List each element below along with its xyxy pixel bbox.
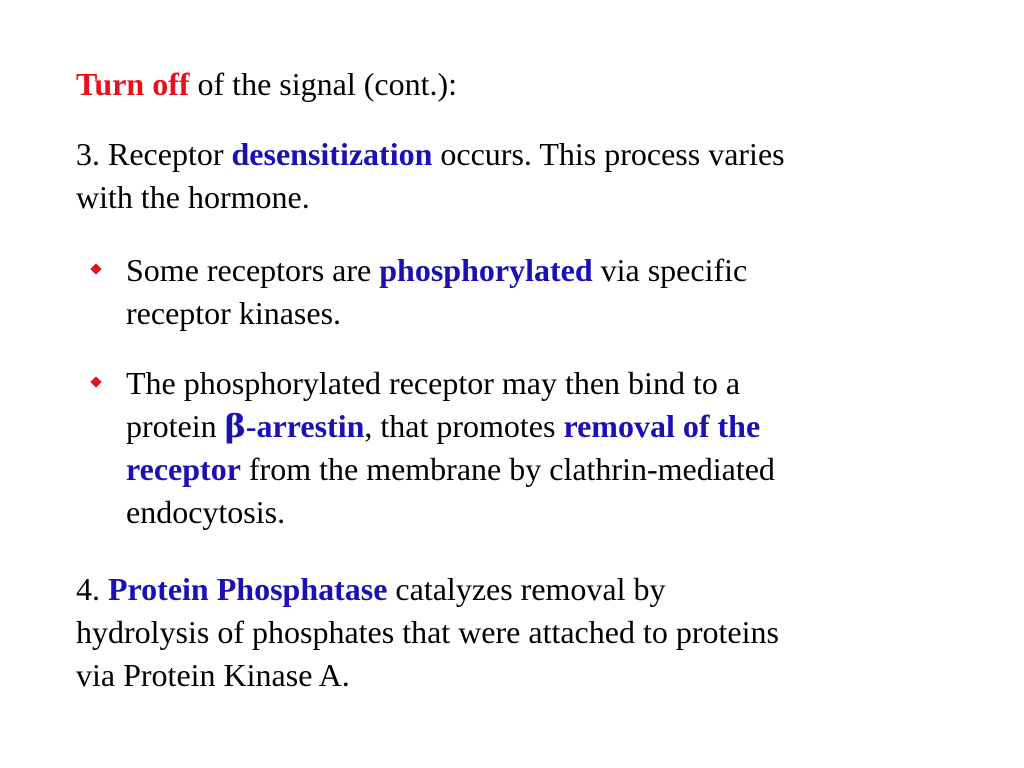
- bullet-2-line-1: The phosphorylated receptor may then bind to a: [126, 365, 741, 401]
- bullet-2-text: [126, 362, 775, 534]
- term-removal-part-2: receptor: [126, 451, 241, 487]
- term-arrestin: -arrestin: [245, 408, 365, 444]
- item-4-prefix: 4.: [76, 571, 108, 607]
- item-3: [76, 133, 976, 219]
- bullet-2-middle: , that promotes: [364, 408, 564, 444]
- item-3-suffix: occurs. This process varies: [432, 136, 785, 172]
- bullet-2-line-3: [126, 448, 775, 491]
- bullet-1-prefix: Some receptors are: [126, 252, 380, 288]
- diamond-bullet-icon: [90, 376, 101, 387]
- item-4-line-1: [76, 568, 976, 611]
- term-desensitization: desensitization: [231, 136, 433, 172]
- item-4-line-3: via Protein Kinase A.: [76, 657, 350, 693]
- bullet-2-suffix: from the membrane by clathrin-mediated: [240, 451, 775, 487]
- term-phosphorylated: phosphorylated: [379, 252, 593, 288]
- item-4: [76, 568, 976, 697]
- item-3-prefix: 3. Receptor: [76, 136, 232, 172]
- diamond-bullet-icon: [90, 263, 101, 274]
- bullet-2-line-4: endocytosis.: [126, 494, 286, 530]
- heading-text: of the signal (cont.):: [189, 66, 457, 102]
- term-removal-part-1: removal of the: [563, 408, 761, 444]
- item-3-line-1: [76, 133, 976, 176]
- bullet-2-prefix: protein: [126, 408, 225, 444]
- beta-symbol: β: [224, 407, 246, 445]
- term-protein-phosphatase: Protein Phosphatase: [108, 571, 388, 607]
- slide-heading: [76, 63, 976, 106]
- item-4-line-2: hydrolysis of phosphates that were attached to proteins: [76, 614, 779, 650]
- item-4-suffix: catalyzes removal by: [387, 571, 666, 607]
- bullet-1-line-2: receptor kinases.: [126, 295, 342, 331]
- item-3-line-2: with the hormone.: [76, 179, 310, 215]
- bullet-2-line-2: [126, 405, 775, 448]
- bullet-1-line-1: [126, 249, 747, 292]
- bullet-1-text: [126, 249, 747, 335]
- bullet-1-suffix: via specific: [592, 252, 748, 288]
- heading-emphasis: Turn off: [76, 66, 190, 102]
